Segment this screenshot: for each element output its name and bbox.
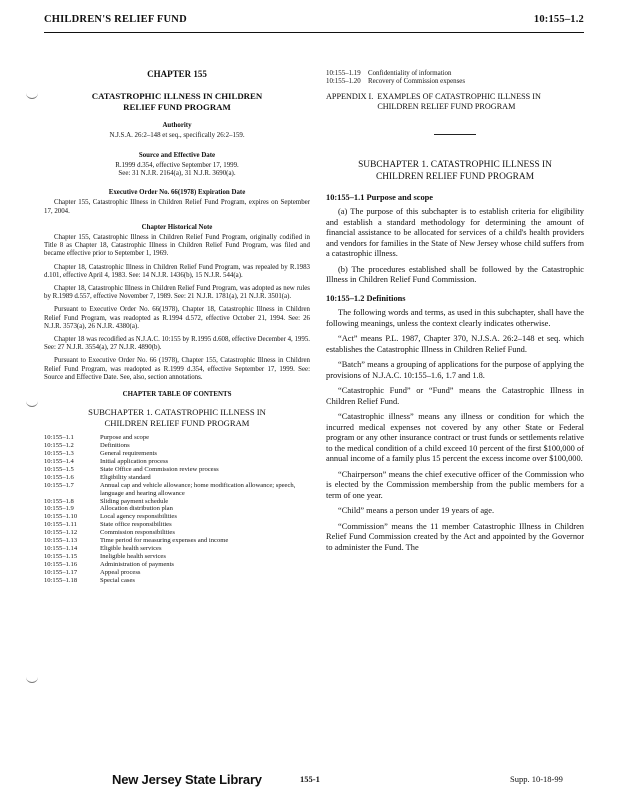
history-paragraph: Chapter 18, Catastrophic Illness in Children Relief Fund Program, was adopted as new rules by R.1989 d.557, effective November 7, 1989. See: 21 N.J.R. 1781(a), 21 N.J.R. 3501(a).: [44, 285, 310, 301]
eo-label: Executive Order No. 66(1978) Expiration Date: [108, 189, 246, 197]
section-divider: [434, 134, 476, 135]
definition-paragraph: “Act” means P.L. 1987, Chapter 370, N.J.S.A. 26:2–148 et seq. which establishes the Catastrophic Illness in Children Relief Fund.: [326, 334, 584, 354]
toc-section-number: 10:155–1.5: [44, 465, 74, 473]
toc-entry: [44, 482, 310, 498]
toc-section-title: Annual cap and vehicle allowance; home modification allowance; speech, language and hearing allowance: [100, 481, 296, 497]
definition-paragraph: “Catastrophic illness” means any illness or condition for which the incurred medical expenses not covered by any other State or Federal program or any other insurance contract or trust funds or settlements relative to the medical condition of a child exceed 10 percent of the first $100,000 of annual income of a family plus 15 percent the excess income over $100,000.: [326, 412, 584, 464]
toc-section-title: Special cases: [100, 576, 135, 584]
toc-entry: [44, 505, 310, 513]
supplement-date: Supp. 10-18-99: [510, 774, 563, 784]
definition-paragraph: “Chairperson” means the chief executive officer of the Commission who is elected by the Commission membership from the public members for a term of one year.: [326, 469, 584, 500]
definition-paragraph: “Catastrophic Fund” or “Fund” means the Catastrophic Illness in Children Relief Fund.: [326, 386, 584, 406]
toc-section-number: 10:155–1.4: [44, 458, 74, 465]
toc-section-title: General requirements: [100, 450, 157, 458]
running-header-left: CHILDREN'S RELIEF FUND: [44, 14, 187, 25]
toc-section-title: Administration of payments: [100, 560, 174, 568]
toc-section-title: Recovery of Commission expenses: [368, 78, 466, 86]
subchapter-line: CHILDREN RELIEF FUND PROGRAM: [375, 171, 535, 182]
toc-entry: [44, 466, 310, 474]
toc-entry: [44, 529, 310, 537]
toc-section-title: State Office and Commission review process: [100, 465, 219, 473]
definition-paragraph: “Child” means a person under 19 years of age.: [338, 506, 495, 516]
toc-section-number: 10:155–1.2: [44, 442, 74, 450]
toc-entry: [44, 442, 310, 450]
binder-hole-mark: [26, 90, 38, 99]
toc-entry: [44, 537, 310, 545]
toc-entry: [44, 513, 310, 521]
toc-section-number: 10:155–1.17: [44, 568, 78, 576]
toc-section-number: 10:155–1.1: [44, 434, 74, 442]
toc-section-number: 10:155–1.19: [326, 70, 361, 77]
toc-section-number: 10:155–1.12: [44, 529, 78, 537]
history-paragraph: Pursuant to Executive Order No. 66 (1978), Chapter 155, Catastrophic Illness in Children Relief Fund Program, was readopted as R.1999 d.354, effective September 17, 1999. See: Source and Effective Date. See, also, section annotations.: [44, 357, 310, 381]
toc-entry: [44, 553, 310, 561]
toc-entry: [44, 458, 310, 466]
section-paragraph: (a) The purpose of this subchapter is to establish criteria for eligibility and establish a standard methodology for determining the amount of financial assistance to be allocated for services of a child's health providers and vendors for families in the State of New Jersey whose child suffers from a catastrophic illness.: [326, 207, 584, 259]
chapter-title-line: CATASTROPHIC ILLNESS IN CHILDREN: [91, 91, 263, 102]
definition-paragraph: “Commission” means the 11 member Catastrophic Illness in Children Relief Fund Commission created by the Act and appointed by the Governor to administer the Fund. The: [326, 521, 584, 552]
definition-paragraph: The following words and terms, as used in this subchapter, shall have the following meanings, unless the context clearly indicates otherwise.: [326, 308, 584, 328]
toc-section-title: Time period for measuring expenses and income: [100, 537, 229, 545]
library-logo: New Jersey State Library: [112, 772, 262, 787]
toc-section-title: Commission responsibilities: [100, 529, 175, 537]
toc-section-title: Sliding payment schedule: [100, 497, 169, 505]
authority-label: Authority: [162, 122, 192, 130]
toc-entry: [326, 78, 584, 86]
section-heading: 10:155–1.2 Definitions: [326, 293, 406, 303]
toc-section-number: 10:155–1.8: [44, 497, 74, 505]
toc-section-number: 10:155–1.10: [44, 513, 78, 521]
toc-section-number: 10:155–1.15: [44, 552, 78, 560]
right-column: [326, 70, 584, 558]
toc-section-title: Initial application process: [100, 458, 169, 465]
eo-text: Chapter 155, Catastrophic Illness in Children Relief Fund Program, expires on September 17, 2004.: [44, 199, 310, 215]
toc-label: CHAPTER TABLE OF CONTENTS: [122, 391, 232, 399]
subchapter-line: CHILDREN RELIEF FUND PROGRAM: [104, 417, 250, 428]
toc-section-number: 10:155–1.16: [44, 560, 78, 568]
toc-entry: [44, 434, 310, 442]
toc-entry: [326, 70, 584, 78]
section-paragraph: (b) The procedures established shall be followed by the Catastrophic Illness in Children Relief Fund Commission.: [326, 264, 584, 285]
toc-subchapter-heading: [44, 407, 310, 428]
toc-table: [44, 434, 310, 584]
appendix-entry: [326, 92, 584, 112]
toc-section-title: Appeal process: [100, 568, 141, 576]
toc-entry: [44, 498, 310, 506]
subchapter-line: SUBCHAPTER 1. CATASTROPHIC ILLNESS IN: [358, 159, 552, 170]
toc-entry: [44, 474, 310, 482]
chapter-number: CHAPTER 155: [147, 69, 207, 79]
binder-hole-mark: [26, 674, 38, 683]
source-label: Source and Effective Date: [138, 151, 216, 159]
chapter-title: [44, 91, 310, 113]
toc-section-title: Eligibility standard: [100, 473, 151, 481]
toc-entry: [44, 561, 310, 569]
source-line: R.1999 d.354, effective September 17, 1999.: [115, 161, 239, 169]
header-rule: [44, 32, 584, 33]
toc-section-title: Ineligible health services: [100, 552, 166, 560]
toc-section-title: Eligible health services: [100, 544, 162, 552]
binder-hole-mark: [26, 398, 38, 407]
toc-section-title: Local agency responsibilities: [100, 513, 177, 521]
toc-section-title: State office responsibilities: [100, 521, 172, 529]
section-heading: 10:155–1.1 Purpose and scope: [326, 192, 434, 202]
toc-entry: [44, 545, 310, 553]
toc-section-title: Confidentiality of information: [368, 70, 452, 77]
appendix-title: EXAMPLES OF CATASTROPHIC ILLNESS IN CHILDREN RELIEF FUND PROGRAM: [377, 91, 541, 111]
toc-section-number: 10:155–1.13: [44, 537, 78, 545]
running-header: [44, 14, 584, 25]
toc-entry: [44, 569, 310, 577]
page-number: 155-1: [300, 774, 320, 784]
history-paragraph: Chapter 18, Catastrophic Illness in Children Relief Fund Program, was repealed by R.1983 d.101, effective April 4, 1983. See: 14 N.J.R. 1436(b), 15 N.J.R. 544(a).: [44, 263, 310, 279]
subchapter-line: SUBCHAPTER 1. CATASTROPHIC ILLNESS IN: [88, 407, 266, 418]
toc-section-number: 10:155–1.20: [326, 78, 361, 86]
toc-section-number: 10:155–1.11: [44, 521, 77, 529]
chapter-title-line: RELIEF FUND PROGRAM: [123, 102, 231, 113]
left-column: [44, 70, 310, 585]
toc-entry: [44, 450, 310, 458]
toc-section-title: Allocation distribution plan: [100, 505, 173, 513]
history-label: Chapter Historical Note: [141, 223, 213, 231]
authority-text: N.J.S.A. 26:2–148 et seq., specifically 26:2–159.: [109, 132, 245, 140]
toc-section-title: Purpose and scope: [100, 434, 150, 442]
definition-paragraph: “Batch” means a grouping of applications for the purpose of applying the provisions of N.J.A.C. 10:155–1.6, 1.7 and 1.8.: [326, 360, 584, 380]
toc-entry: [44, 577, 310, 585]
toc-section-number: 10:155–1.3: [44, 450, 74, 458]
subchapter-heading: [326, 159, 584, 183]
toc-section-number: 10:155–1.6: [44, 473, 74, 481]
history-paragraph: Pursuant to Executive Order No. 66(1978), Chapter 18, Catastrophic Illness in Children Relief Fund Program, was readopted as R.1994 d.572, effective October 21, 1994. See: 26 N.J.R. 3573(a), 26 N.J.R. 4380(a).: [44, 306, 310, 330]
toc-section-number: 10:155–1.7: [44, 481, 74, 489]
toc-section-title: Definitions: [100, 442, 130, 450]
history-paragraph: Chapter 155, Catastrophic Illness in Children Relief Fund Program, originally codified in Title 8 as Chapter 18, Catastrophic Illness in Children Relief Fund Program, was filed and became effective prior to September 1, 1969.: [44, 234, 310, 258]
history-paragraph: Chapter 18 was recodified as N.J.A.C. 10:155 by R.1995 d.608, effective December 4, 1995. See: 27 N.J.R. 3554(a), 27 N.J.R. 4890(b).: [44, 336, 310, 352]
appendix-label: APPENDIX I.: [326, 91, 374, 101]
running-header-right: 10:155–1.2: [533, 14, 584, 25]
toc-section-number: 10:155–1.14: [44, 544, 78, 552]
toc-section-number: 10:155–1.9: [44, 505, 74, 513]
toc-section-number: 10:155–1.18: [44, 576, 78, 584]
source-line: See: 31 N.J.R. 2164(a), 31 N.J.R. 3690(a).: [118, 170, 236, 178]
toc-entry: [44, 521, 310, 529]
toc-continued-table: [326, 70, 584, 87]
